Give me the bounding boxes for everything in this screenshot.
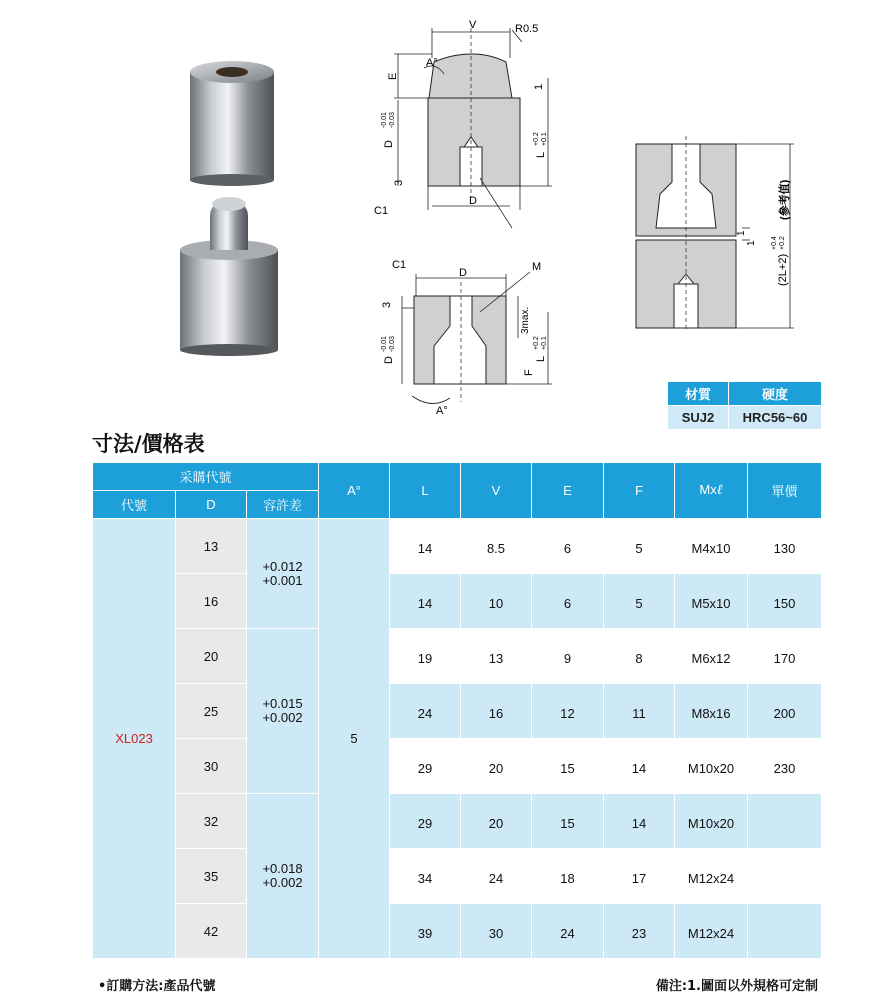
cell-m: M12x24: [675, 904, 748, 959]
cell-e: 9: [532, 629, 604, 684]
dim-formula-sup: +0.4: [771, 236, 778, 250]
cell-d: 32: [176, 794, 247, 849]
col-header-l: L: [390, 463, 461, 519]
cell-v: 13: [461, 629, 532, 684]
cell-e: 6: [532, 519, 604, 574]
cell-tolerance: [247, 519, 319, 629]
cell-tolerance: [247, 794, 319, 959]
dim-v: V: [469, 19, 477, 31]
dim-f-b: F: [523, 369, 535, 376]
table-row: [93, 629, 822, 684]
dim-one-b: 1: [746, 240, 757, 246]
cell-l: 19: [390, 629, 461, 684]
col-header-code: 代號: [93, 491, 176, 519]
dim-one: 1: [533, 83, 545, 90]
cell-v: 10: [461, 574, 532, 629]
cell-e: 15: [532, 794, 604, 849]
dim-l-sup-b: +0.2: [533, 336, 540, 350]
cell-f: 8: [604, 629, 675, 684]
cell-e: 6: [532, 574, 604, 629]
cell-e: 12: [532, 684, 604, 739]
cell-price: [748, 849, 822, 904]
remark-note: 備注:1.圖面以外規格可定制: [655, 979, 818, 994]
cell-tolerance: [247, 629, 319, 794]
cell-m: M5x10: [675, 574, 748, 629]
dim-r: R0.5: [515, 23, 539, 35]
cell-price: 170: [748, 629, 822, 684]
cell-l: 29: [390, 739, 461, 794]
cell-price: 200: [748, 684, 822, 739]
table-row: [93, 519, 822, 574]
dim-angle-b: A°: [436, 405, 448, 417]
cell-d: 42: [176, 904, 247, 959]
col-header-m-prefix: Mx: [699, 482, 717, 497]
cell-d: 25: [176, 684, 247, 739]
dim-m-b: M: [532, 261, 542, 273]
dim-d: D: [469, 195, 477, 207]
cell-e: 24: [532, 904, 604, 959]
cell-angle: 5: [319, 519, 390, 959]
dim-d-tol-sup: -0.01: [381, 112, 388, 128]
cell-f: 11: [604, 684, 675, 739]
cell-m: M10x20: [675, 794, 748, 849]
dim-l: L: [535, 151, 547, 158]
cell-price: 230: [748, 739, 822, 794]
dim-three-max: 3max.: [520, 306, 531, 334]
table-row: [93, 849, 822, 904]
dim-l-b: L: [535, 355, 547, 362]
group-header: 采購代號: [93, 463, 319, 491]
cell-d: 16: [176, 574, 247, 629]
col-header-e: E: [532, 463, 604, 519]
cell-price: [748, 904, 822, 959]
col-header-m: [675, 463, 748, 519]
cell-d: 35: [176, 849, 247, 904]
material-value: SUJ2: [668, 406, 729, 430]
cell-e: 18: [532, 849, 604, 904]
cell-e: 15: [532, 739, 604, 794]
cell-m: M10x20: [675, 739, 748, 794]
cell-v: 20: [461, 794, 532, 849]
cell-f: 14: [604, 739, 675, 794]
dim-angle: A°: [426, 57, 438, 69]
col-header-d: D: [176, 491, 247, 519]
dim-formula-sub: +0.2: [779, 236, 786, 250]
cell-v: 16: [461, 684, 532, 739]
dim-c1-b: C1: [392, 259, 407, 271]
hardness-header: 硬度: [729, 382, 822, 406]
dim-d-b: D: [459, 267, 467, 279]
table-row: [93, 739, 822, 794]
material-table: [667, 381, 822, 430]
table-row: [93, 684, 822, 739]
dim-c1: C1: [374, 205, 389, 217]
col-header-m-suffix: ℓ: [716, 482, 723, 498]
material-header: 材質: [668, 382, 729, 406]
hardness-value: HRC56~60: [729, 406, 822, 430]
dim-d-tol-sub-b: -0.03: [389, 336, 396, 352]
section-title: 寸法/價格表: [92, 432, 205, 456]
cell-m: M8x16: [675, 684, 748, 739]
cell-v: 8.5: [461, 519, 532, 574]
dim-d-tol-sup-b: -0.01: [381, 336, 388, 352]
product-code: XL023: [93, 519, 176, 959]
cell-d: 13: [176, 519, 247, 574]
dim-three-b: 3: [381, 301, 393, 308]
cell-v: 24: [461, 849, 532, 904]
product-photo: [170, 60, 300, 360]
tolerance-lower: +0.002: [262, 875, 303, 890]
dim-formula: (2L+2): [777, 253, 789, 286]
cell-l: 34: [390, 849, 461, 904]
cell-l: 24: [390, 684, 461, 739]
table-row: [93, 794, 822, 849]
drawing-top: [372, 18, 562, 230]
dim-d-tol-b: D: [383, 356, 395, 364]
col-header-a: A°: [319, 463, 390, 519]
cell-l: 29: [390, 794, 461, 849]
tolerance-upper: +0.012: [262, 558, 303, 574]
cell-f: 17: [604, 849, 675, 904]
dim-e: E: [387, 72, 399, 80]
cell-f: 5: [604, 574, 675, 629]
dim-l-sup: +0.2: [533, 132, 540, 146]
tolerance-lower: +0.001: [262, 572, 303, 588]
dim-l-sub-b: +0.1: [541, 336, 548, 350]
cell-m: M4x10: [675, 519, 748, 574]
price-table: [92, 462, 822, 959]
table-row: [93, 904, 822, 959]
tolerance-lower: +0.002: [262, 710, 303, 725]
col-header-v: V: [461, 463, 532, 519]
cell-f: 23: [604, 904, 675, 959]
cell-price: 130: [748, 519, 822, 574]
cell-d: 20: [176, 629, 247, 684]
cell-d: 30: [176, 739, 247, 794]
cell-l: 39: [390, 904, 461, 959]
dim-one-a: 1: [736, 230, 747, 236]
cell-price: 150: [748, 574, 822, 629]
drawing-right: [630, 136, 820, 332]
cell-m: M6x12: [675, 629, 748, 684]
table-row: [93, 574, 822, 629]
tolerance-upper: +0.015: [262, 696, 303, 711]
cell-l: 14: [390, 519, 461, 574]
col-header-f: F: [604, 463, 675, 519]
cell-l: 14: [390, 574, 461, 629]
cell-v: 20: [461, 739, 532, 794]
cell-price: [748, 794, 822, 849]
cell-f: 14: [604, 794, 675, 849]
dim-d-tol-sub: -0.03: [389, 112, 396, 128]
order-method-note: •訂購方法:產品代號: [98, 979, 216, 994]
drawing-bottom: [372, 252, 562, 422]
cell-m: M12x24: [675, 849, 748, 904]
col-header-tol: 容許差: [247, 491, 319, 519]
dim-l-sub: +0.1: [541, 132, 548, 146]
dim-three: 3: [393, 179, 405, 186]
dim-reference-note: (參考值): [779, 179, 791, 220]
cell-f: 5: [604, 519, 675, 574]
cell-v: 30: [461, 904, 532, 959]
tolerance-upper: +0.018: [262, 861, 303, 876]
dim-d-tol: D: [383, 140, 395, 148]
col-header-price: 單價: [748, 463, 822, 519]
